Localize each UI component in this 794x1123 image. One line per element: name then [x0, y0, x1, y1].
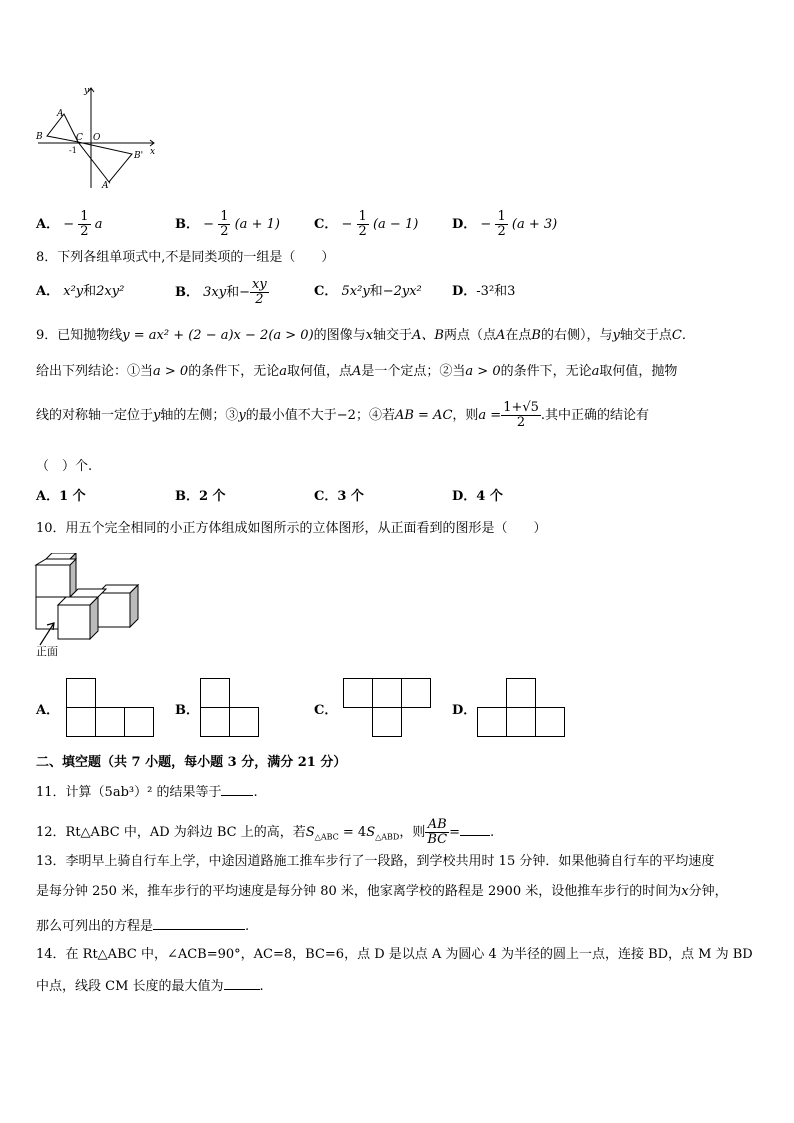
q7-option-c[interactable]: [314, 210, 418, 239]
connector: 和: [226, 285, 240, 300]
denominator: 2: [497, 224, 506, 239]
q8-option-b[interactable]: [175, 278, 269, 307]
answer-blank[interactable]: [221, 783, 253, 796]
expression: 3xy: [203, 285, 227, 300]
numerator: 1: [220, 209, 229, 224]
q7-option-b[interactable]: [175, 210, 280, 239]
denominator: 2: [220, 224, 229, 239]
option-label: C．: [314, 217, 338, 232]
q10-option-d-label[interactable]: D．: [452, 703, 477, 718]
q10-option-c-label[interactable]: C．: [314, 703, 338, 718]
expression: 5x²y: [341, 284, 370, 299]
minus-sign: −: [341, 217, 353, 232]
fig-minus-one: -1: [69, 146, 77, 155]
denominator: 2: [80, 224, 89, 239]
fraction: [78, 210, 90, 239]
connector: 和: [369, 284, 383, 299]
fig-point-o: O: [93, 133, 101, 143]
cube-figure: [34, 553, 142, 659]
expression: (a + 3): [511, 217, 558, 232]
q10-option-a-label[interactable]: A．: [36, 703, 60, 718]
denominator: 2: [358, 224, 367, 239]
q13-line-3: 那么可列出的方程是 .: [36, 919, 250, 934]
denominator: 2: [255, 292, 264, 307]
q10-option-b-label[interactable]: B．: [175, 703, 199, 718]
expression: x²y: [63, 284, 84, 299]
section-heading: 二、填空题（共 7 小题，每小题 3 分，满分 21 分）: [36, 755, 347, 770]
expression: a: [94, 217, 103, 232]
q8-option-d[interactable]: [452, 284, 515, 300]
expression: (a + 1): [234, 217, 280, 232]
fig-point-c: C: [76, 133, 83, 143]
option-label: A．: [36, 217, 60, 232]
option-label: B．: [175, 285, 199, 300]
numerator: xy: [252, 277, 267, 292]
q12: 12．Rt△ABC 中，AD 为斜边 BC 上的高，若$S_{\triangle ABC} = 4S_{\triangle ABD}$，则 $\frac{AB}{BC}$ = .: [36, 817, 495, 847]
fraction: [250, 278, 269, 307]
option-label: D．: [452, 284, 477, 299]
q13-line-1: 13．李明早上骑自行车上学，中途因道路施工推车步行了一段路，到学校共用时 15 分钟．如果他骑自行车的平均速度: [36, 854, 715, 869]
expression: −2yx²: [382, 284, 422, 299]
q10-stem: 10．用五个完全相同的小正方体组成如图所示的立体图形，从正面看到的图形是（ ）: [36, 521, 547, 536]
q9-option-c[interactable]: C．3 个: [314, 489, 364, 504]
q7-option-d[interactable]: [452, 210, 557, 239]
numerator: 1: [80, 209, 89, 224]
expression: 2xy²: [96, 284, 125, 299]
expression: (a − 1): [372, 217, 419, 232]
numerator: 1: [358, 209, 367, 224]
fraction: [495, 210, 507, 239]
fraction: $\frac{1+√5}{2}$: [503, 400, 539, 430]
fig-x-label: x: [150, 147, 156, 157]
answer-blank[interactable]: [224, 977, 260, 990]
option-label: A．: [36, 284, 60, 299]
fig-y-label: y: [84, 86, 90, 96]
q9-line-2: 给出下列结论：①当a > 0的条件下，无论a取何值，点A是一个定点；②当a > 0的条件下，无论a取何值，抛物: [36, 364, 678, 379]
fraction: [357, 210, 369, 239]
minus-sign: −: [63, 217, 75, 232]
q9-option-d[interactable]: D．4 个: [452, 489, 503, 504]
minus-sign: −: [239, 285, 251, 300]
fig-point-b: B: [36, 132, 43, 142]
fig-point-a: A: [57, 109, 64, 119]
q13-line-2: 是每分钟 250 米，推车步行的平均速度是每分钟 80 米，他家离学校的路程是 2900 米，设他推车步行的时间为x分钟，: [36, 884, 728, 899]
minus-sign: −: [480, 217, 492, 232]
answer-blank[interactable]: [153, 917, 245, 930]
q8-option-a[interactable]: [36, 284, 124, 300]
expression: -3²和3: [476, 284, 516, 299]
q14-line-1: 14．在 Rt△ABC 中，∠ACB=90°，AC=8，BC=6，点 D 是以点 A 为圆心 4 为半径的圆上一点，连接 BD，点 M 为 BD: [36, 947, 753, 962]
answer-blank[interactable]: [460, 823, 490, 836]
connector: 和: [83, 284, 97, 299]
q11: 11．计算（5ab³）² 的结果等于 .: [36, 785, 258, 800]
fraction: $\frac{AB}{BC}$: [427, 817, 448, 847]
option-label: D．: [452, 217, 477, 232]
q9-option-a[interactable]: A．1 个: [36, 489, 86, 504]
q8-option-c[interactable]: [314, 284, 422, 300]
q7-option-a[interactable]: [36, 210, 102, 239]
numerator: 1: [497, 209, 506, 224]
coordinate-figure: [34, 84, 164, 192]
option-label: C．: [314, 284, 338, 299]
q9-line-3: 线的对称轴一定位于y轴的左侧；③y的最小值不大于−2；④若AB = AC，则a = $\frac{1+√5}{2}$ .其中正确的结论有: [36, 400, 650, 430]
minus-sign: −: [203, 217, 215, 232]
q8-stem: 8．下列各组单项式中,不是同类项的一组是（ ）: [36, 250, 335, 265]
fig-point-a-prime: A': [102, 181, 111, 191]
q9-option-b[interactable]: B．2 个: [175, 489, 226, 504]
front-label: 正面: [36, 645, 58, 658]
q9-line-4: （ ）个.: [36, 459, 93, 474]
fraction: [218, 210, 230, 239]
fig-point-b-prime: B': [134, 151, 144, 161]
option-label: B．: [175, 217, 199, 232]
q9-line-1: 9．已知抛物线y = ax² + (2 − a)x − 2(a > 0)的图像与x轴交于A、B两点（点A在点B的右侧），与y轴交于点C．: [36, 328, 695, 343]
q14-line-2: 中点，线段 CM 长度的最大值为 .: [36, 979, 264, 994]
